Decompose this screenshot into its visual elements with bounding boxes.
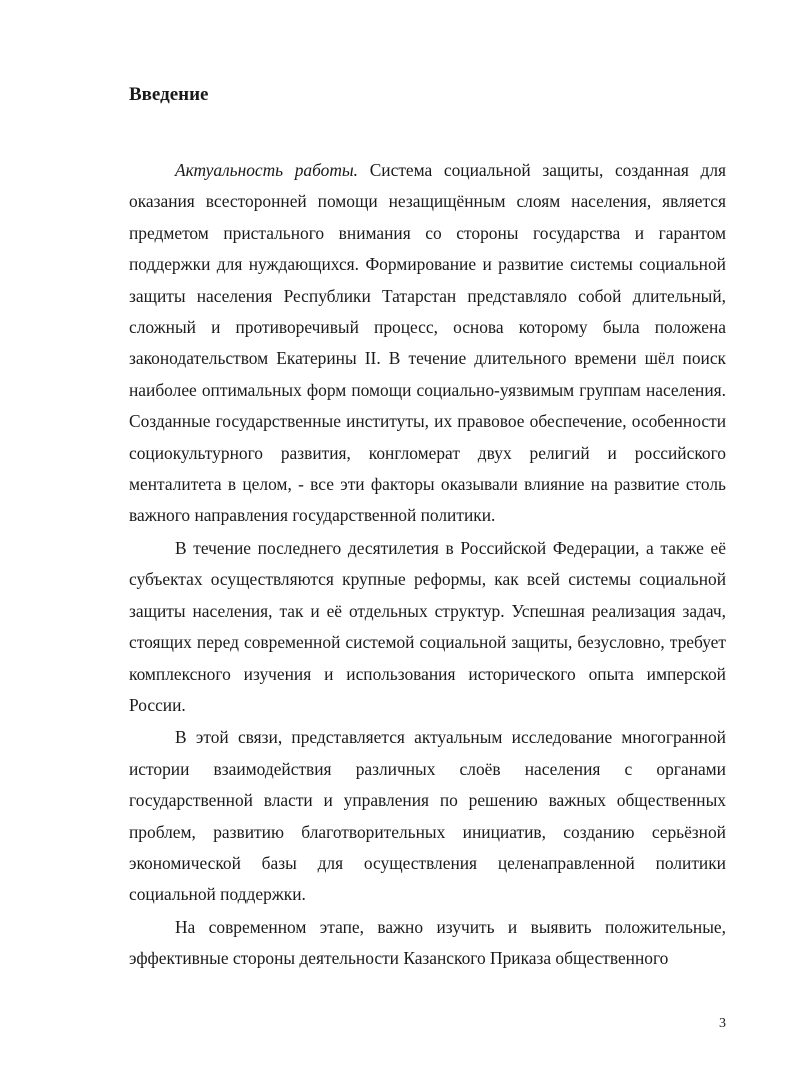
paragraph-reforms [129, 533, 726, 721]
paragraph-relevance [129, 155, 726, 532]
body-text [129, 155, 726, 975]
page-number: 3 [719, 1016, 726, 1031]
paragraph-lead: Актуальность работы. [175, 160, 359, 180]
section-heading: Введение [129, 84, 209, 105]
paragraph-current-stage [129, 912, 726, 975]
paragraph-text: На современном этапе, важно изучить и выявить положительные, эффективные стороны деятельности Казанского Приказа общественного [129, 916, 726, 969]
paragraph-research [129, 722, 726, 910]
paragraph-text: В этой связи, представляется актуальным исследование многогранной истории взаимодействия различных слоёв населения с органами государственной власти и управления по решению важных общественных проблем, развитию благотворительных инициатив, созданию серьёзной экономической базы для осуществления целенаправленной политики социальной поддержки. [129, 727, 726, 905]
paragraph-text: Система социальной защиты, созданная для оказания всесторонней помощи незащищённым слоям населения, является предметом пристального внимания со стороны государства и гарантом поддержки для нуждающихся. Формирование и развитие системы социальной защиты населения Республики Татарстан представляло собой длительный, сложный и противоречивый процесс, основа которому была положена законодательством Екатерины II. В течение длительного времени шёл поиск наиболее оптимальных форм помощи социально-уязвимым группам населения. Созданные государственные институты, их правовое обеспечение, особенности социокультурного развития, конгломерат двух религий и российского менталитета в целом, - все эти факторы оказывали влияние на развитие столь важного направления государственной политики. [129, 160, 726, 526]
paragraph-text: В течение последнего десятилетия в Российской Федерации, а также её субъектах осуществляются крупные реформы, как всей системы социальной защиты населения, так и её отдельных структур. Успешная реализация задач, стоящих перед современной системой социальной защиты, безусловно, требует комплексного изучения и использования исторического опыта имперской России. [129, 537, 726, 715]
